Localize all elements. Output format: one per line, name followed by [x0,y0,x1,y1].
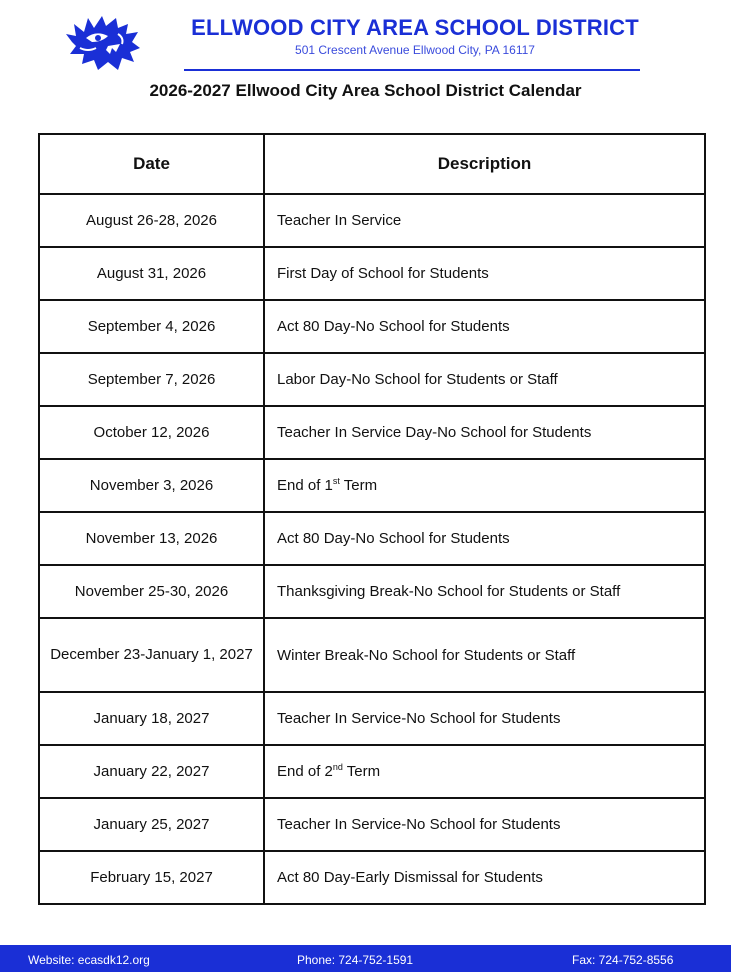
district-address: 501 Crescent Avenue Ellwood City, PA 16117 [295,43,535,57]
description-text: End of 2 [277,763,333,780]
date-cell: January 18, 2027 [39,692,264,745]
table-row [39,692,705,745]
description-text: Term [339,477,378,494]
district-name: ELLWOOD CITY AREA SCHOOL DISTRICT [191,15,639,40]
calendar-title: 2026-2027 Ellwood City Area School District Calendar [149,81,582,100]
wolverine-mascot-logo [62,12,144,74]
description-cell: First Day of School for Students [264,247,705,300]
table-row [39,300,705,353]
table-row [39,406,705,459]
date-cell: February 15, 2027 [39,851,264,904]
description-cell: Labor Day-No School for Students or Staff [264,353,705,406]
contact-footer [0,945,731,972]
description-cell: Act 80 Day-Early Dismissal for Students [264,851,705,904]
description-cell: Teacher In Service [264,194,705,247]
description-text: Term [342,763,381,780]
description-cell [264,459,705,512]
date-cell: November 25-30, 2026 [39,565,264,618]
date-cell: January 22, 2027 [39,745,264,798]
date-cell: December 23-January 1, 2027 [39,618,264,692]
ordinal-suffix: nd [332,762,343,772]
website-link[interactable]: Website: ecasdk12.org [28,953,150,967]
table-row [39,851,705,904]
table-header-row [39,134,705,194]
date-cell: October 12, 2026 [39,406,264,459]
date-cell: January 25, 2027 [39,798,264,851]
description-cell [264,745,705,798]
table-row [39,745,705,798]
ordinal-suffix: st [332,476,340,486]
calendar-table [38,133,706,905]
fax-number: Fax: 724-752-8556 [572,953,674,967]
date-cell: November 3, 2026 [39,459,264,512]
header-divider [184,69,640,71]
table-row [39,194,705,247]
table-row [39,565,705,618]
description-cell: Act 80 Day-No School for Students [264,300,705,353]
description-cell: Teacher In Service-No School for Students [264,798,705,851]
description-cell: Winter Break-No School for Students or Staff [264,618,705,692]
table-row [39,247,705,300]
description-cell: Teacher In Service Day-No School for Students [264,406,705,459]
table-row [39,459,705,512]
description-cell: Thanksgiving Break-No School for Students or Staff [264,565,705,618]
table-row [39,512,705,565]
table-row [39,798,705,851]
date-cell: August 31, 2026 [39,247,264,300]
table-row [39,618,705,692]
column-header-date: Date [39,134,264,194]
table-row [39,353,705,406]
description-cell: Teacher In Service-No School for Students [264,692,705,745]
date-cell: November 13, 2026 [39,512,264,565]
date-cell: September 7, 2026 [39,353,264,406]
phone-number: Phone: 724-752-1591 [297,953,414,967]
date-cell: August 26-28, 2026 [39,194,264,247]
description-cell: Act 80 Day-No School for Students [264,512,705,565]
column-header-description: Description [264,134,705,194]
date-cell: September 4, 2026 [39,300,264,353]
description-text: End of 1 [277,477,333,494]
